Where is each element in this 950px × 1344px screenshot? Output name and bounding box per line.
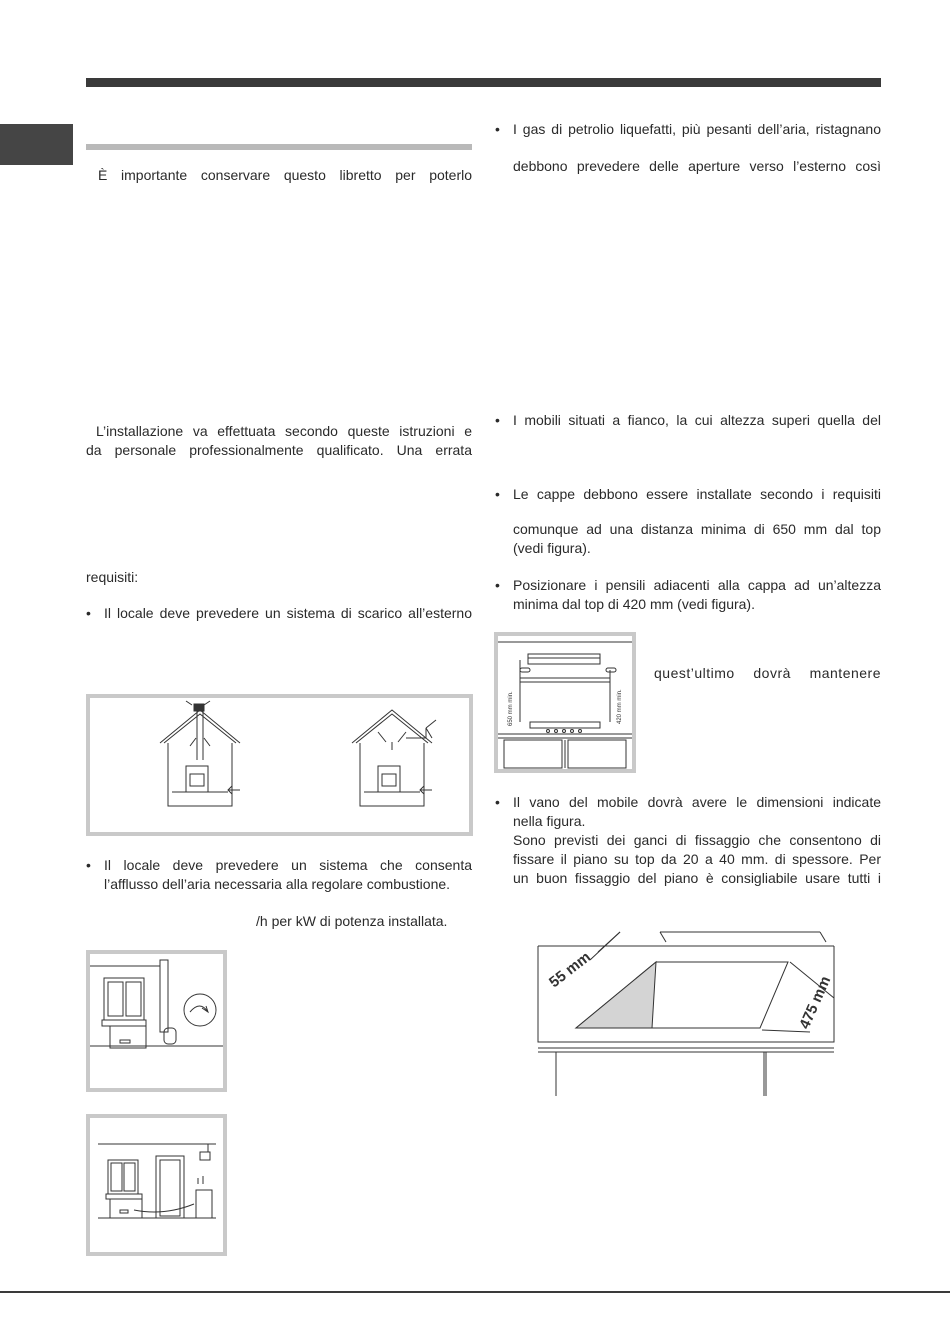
- bullet-exhaust: • Il locale deve prevedere un sistema di scarico all’esterno: [104, 604, 472, 623]
- bullet-hood-line3: (vedi figura).: [513, 540, 591, 556]
- bullet-air-line2: l’afflusso dell’aria necessaria alla regolare combustione.: [104, 876, 451, 892]
- language-tab: [0, 124, 73, 165]
- bullet-hood-line2: comunque ad una distanza minima di 650 mm dal top: [513, 521, 881, 537]
- hood-label-420: 420 mm min.: [617, 689, 623, 724]
- air-flow-text: /h per kW di potenza installata.: [256, 913, 448, 929]
- ventilation-figure-1: [86, 950, 227, 1092]
- ventilation-figure-2: [86, 1114, 227, 1256]
- install-paragraph-line2: da personale professionalmente qualificato. Una errata: [86, 442, 472, 458]
- bullet-gas-line1: • I gas di petrolio liquefatti, più pesanti dell’aria, ristagnano: [513, 120, 881, 139]
- bullet-cutout-line5: un buon fissaggio del piano è consigliabile usare tutti i: [513, 870, 881, 886]
- bullet-cutout-line2: nella figura.: [513, 813, 586, 829]
- requirements-heading: requisiti:: [86, 569, 139, 585]
- bullet-cutout-line3: Sono previsti dei ganci di fissaggio che consentono di: [513, 832, 881, 848]
- hood-figure: [494, 632, 636, 773]
- bullet-cabinets-line1: • Posizionare i pensili adiacenti alla cappa ad un’altezza: [513, 576, 881, 595]
- bullet-furniture: • I mobili situati a fianco, la cui altezza superi quella del: [513, 411, 881, 430]
- cutout-label-55: 55 mm: [545, 948, 594, 992]
- ventilation-diagram-2: [90, 1118, 223, 1252]
- bullet-air-line1: • Il locale deve prevedere un sistema che consenta: [104, 856, 472, 875]
- bullet-cabinets-line2: minima dal top di 420 mm (vedi figura).: [513, 596, 755, 612]
- hood-label-650: 650 mm min.: [508, 691, 514, 726]
- intro-paragraph: È importante conservare questo libretto per poterlo: [98, 167, 472, 183]
- section-rule: [86, 144, 472, 150]
- bullet-cutout-line4: fissare il piano su top da 20 a 40 mm. di spessore. Per: [513, 851, 881, 867]
- hood-diagram: [498, 636, 632, 769]
- header-bar: [86, 78, 881, 87]
- bullet-hood-line1: • Le cappe debbono essere installate secondo i requisiti: [513, 485, 881, 504]
- bullet-cutout-line1: • Il vano del mobile dovrà avere le dimensioni indicate: [513, 793, 881, 812]
- exhaust-figure: [86, 694, 473, 836]
- exhaust-diagram: [90, 698, 469, 832]
- footer-rule: [0, 1291, 950, 1293]
- ventilation-diagram-1: [90, 954, 223, 1088]
- cutout-diagram: [520, 918, 850, 1103]
- cutout-label-475: 475 mm: [796, 973, 835, 1032]
- hood-side-text: quest’ultimo dovrà mantenere: [654, 665, 881, 681]
- bullet-gas-line2: debbono prevedere delle aperture verso l’esterno così: [513, 158, 881, 174]
- install-paragraph-line1: L’installazione va effettuata secondo queste istruzioni e: [96, 423, 472, 439]
